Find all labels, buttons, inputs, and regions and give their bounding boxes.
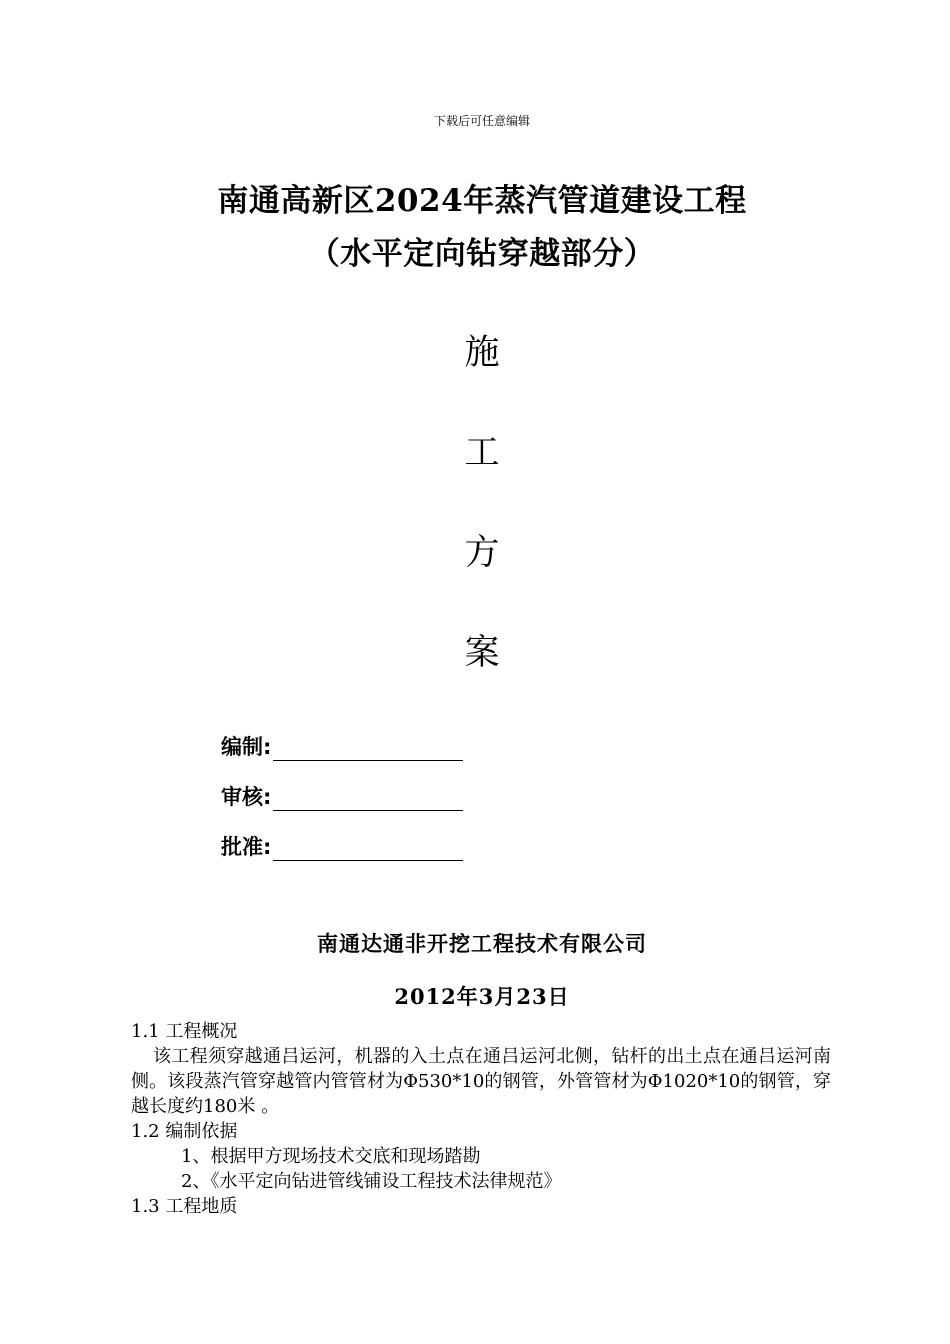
signature-label: 审核: <box>221 785 272 809</box>
section-paragraph: 该工程须穿越通吕运河，机器的入土点在通吕运河北侧，钻杆的出土点在通吕运河南侧。该段蒸汽管穿越管内管管材为Φ530*10的钢管，外管管材为Φ1020*10的钢管，穿越长度约180米 。 <box>131 1046 831 1117</box>
section-heading: 1.2 编制依据 <box>131 1121 238 1142</box>
signature-line <box>273 740 463 761</box>
signature-label: 编制: <box>221 735 272 759</box>
list-item: 1、根据甲方现场技术交底和现场踏勘 <box>181 1146 481 1167</box>
signature-line <box>273 790 463 811</box>
section-heading: 1.3 工程地质 <box>131 1196 238 1217</box>
list-item: 2、《水平定向钻进管线铺设工程技术法律规范》 <box>181 1171 562 1192</box>
doc-type-char-4: 案 <box>464 633 500 673</box>
doc-type-char-2: 工 <box>464 433 500 473</box>
signature-row-approved <box>221 831 463 861</box>
document-title: 南通高新区2024年蒸汽管道建设工程 <box>217 183 747 219</box>
document-subtitle: （水平定向钻穿越部分） <box>308 236 656 272</box>
signature-row-compiled <box>221 731 463 761</box>
company-name: 南通达通非开挖工程技术有限公司 <box>317 931 647 956</box>
document-date: 2012年3月23日 <box>394 984 570 1009</box>
signature-row-reviewed <box>221 781 463 811</box>
doc-type-char-3: 方 <box>464 533 500 573</box>
section-heading: 1.1 工程概况 <box>131 1021 238 1042</box>
signature-line <box>273 840 463 861</box>
doc-type-char-1: 施 <box>464 333 500 373</box>
signature-label: 批准: <box>221 835 272 859</box>
header-note: 下载后可任意编辑 <box>433 114 530 128</box>
